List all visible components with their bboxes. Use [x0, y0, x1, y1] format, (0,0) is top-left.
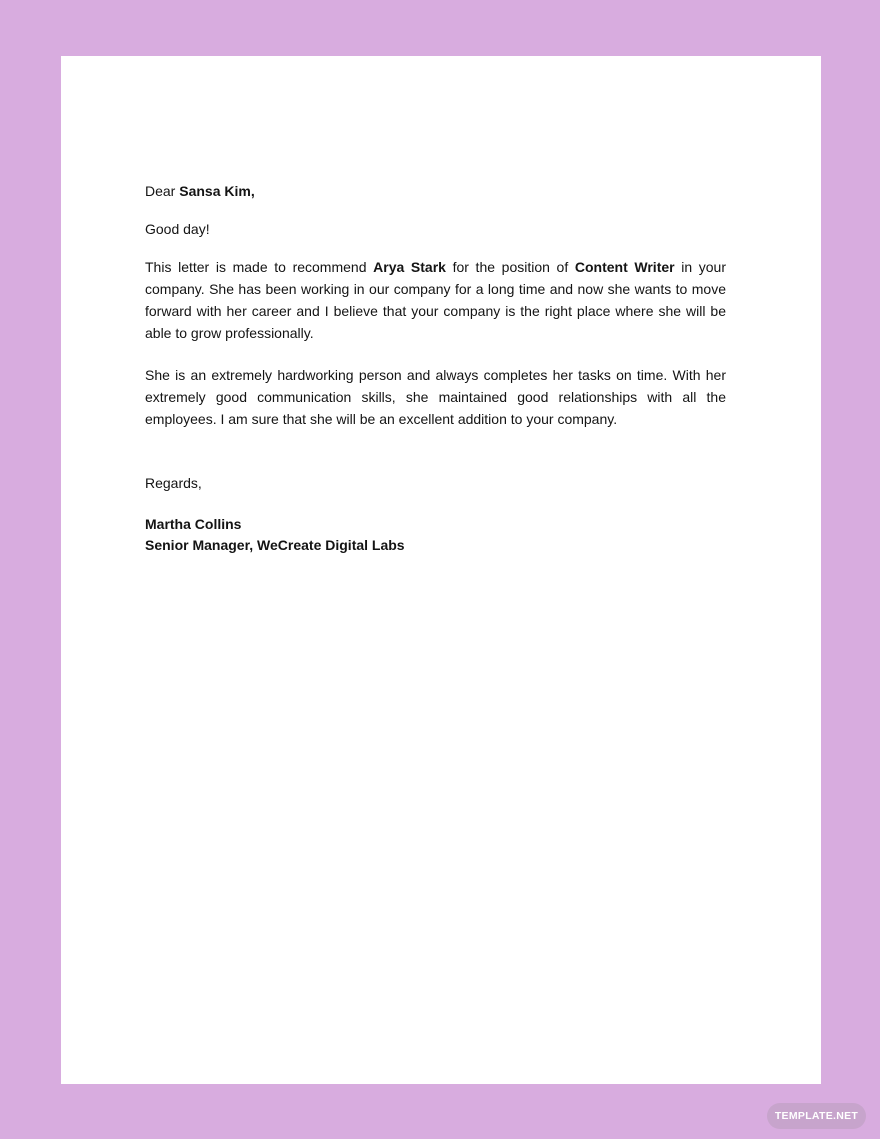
- para1-part3: in your company. She has been working in our company for a long time and now she wants to move forward with her career and I believe that your company is the right place where she will be able to grow professionally.: [145, 259, 727, 341]
- recipient-name: Sansa Kim,: [179, 183, 255, 199]
- opening-line: Good day!: [145, 221, 210, 237]
- salutation: [145, 180, 726, 202]
- para1-part2: for the position of: [445, 259, 575, 275]
- letter-page: [61, 56, 821, 1084]
- para1-part1: This letter is made to recommend: [145, 259, 374, 275]
- closing: Regards,: [145, 475, 202, 491]
- signer-name: Martha Collins: [145, 516, 242, 532]
- position-title: Content Writer: [574, 259, 675, 275]
- qualities-paragraph: She is an extremely hardworking person and always completes her tasks on time. With her extremely good communication skills, she maintained good relationships with all the employees. I am sure that she will be an excellent addition to your company.: [145, 367, 726, 427]
- letter-body: [145, 180, 726, 556]
- recommendation-paragraph: [145, 256, 726, 344]
- candidate-name: Arya Stark: [373, 259, 446, 275]
- signer-title: Senior Manager, WeCreate Digital Labs: [145, 537, 405, 553]
- salutation-prefix: Dear: [145, 183, 180, 199]
- template-net-watermark: TEMPLATE.NET: [767, 1103, 866, 1129]
